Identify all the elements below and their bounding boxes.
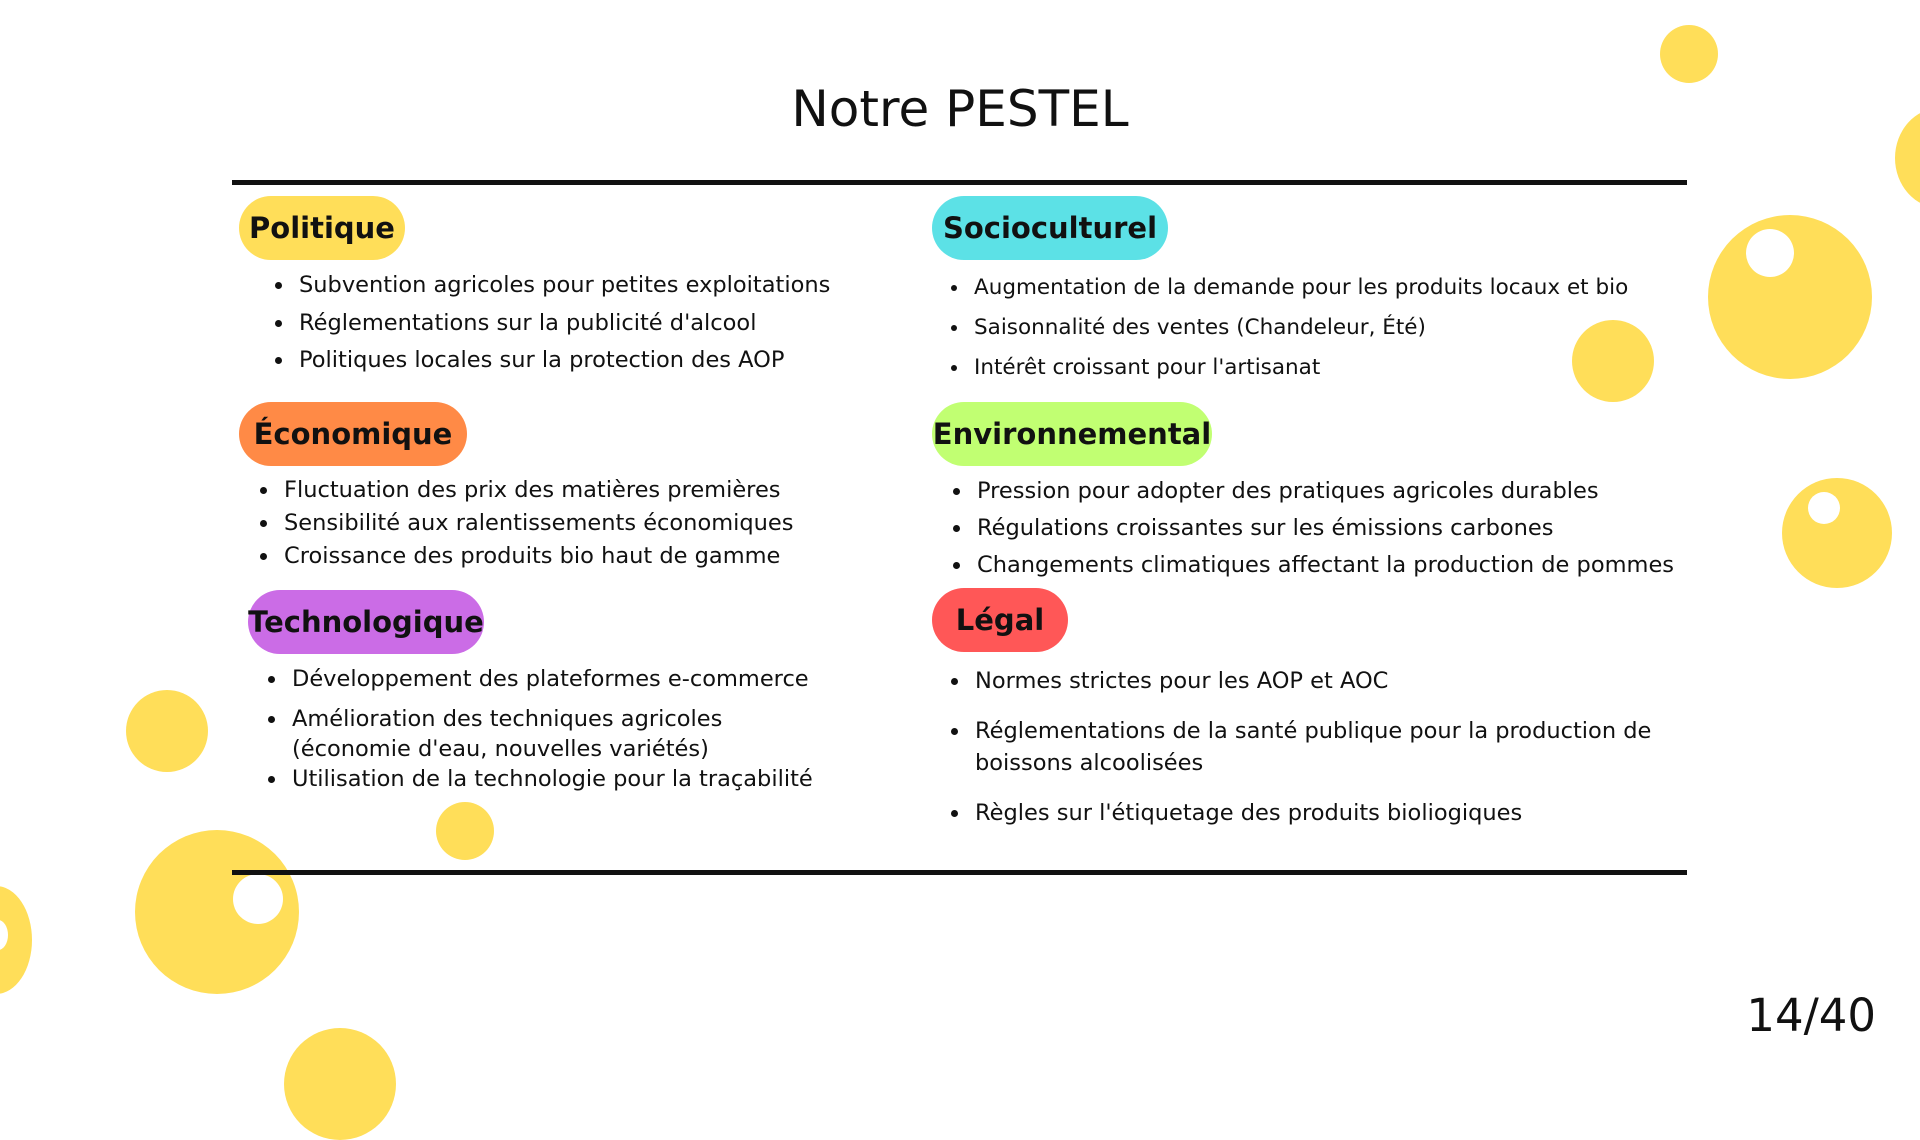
page-number: 14/40 — [1746, 989, 1876, 1042]
bubble-shine — [1808, 492, 1840, 524]
list-item: • Changements climatiques affectant la production de pommes — [973, 547, 1733, 584]
decorative-bubble — [284, 1028, 396, 1140]
list-item: • Utilisation de la technologie pour la traçabilité — [288, 764, 848, 794]
list-item: • Régulations croissantes sur les émissions carbones — [973, 510, 1733, 547]
list-item: • Amélioration des techniques agricoles (économie d'eau, nouvelles variétés) — [288, 704, 848, 764]
decorative-bubble — [0, 886, 32, 994]
list-item: • Augmentation de la demande pour les produits locaux et bio — [970, 268, 1730, 308]
category-pill-legal: Légal — [932, 588, 1068, 652]
bubble-shine — [233, 874, 283, 924]
list-item: • Fluctuation des prix des matières premières — [280, 474, 920, 507]
list-item: • Réglementations sur la publicité d'alcool — [295, 305, 915, 343]
list-item: • Sensibilité aux ralentissements économiques — [280, 507, 920, 540]
category-pill-politique: Politique — [239, 196, 405, 260]
list-item: • Normes strictes pour les AOP et AOC — [971, 665, 1751, 697]
decorative-bubble — [1782, 478, 1892, 588]
category-pill-technologique: Technologique — [248, 590, 484, 654]
bubble-shine — [0, 920, 8, 950]
list-item: • Intérêt croissant pour l'artisanat — [970, 348, 1730, 388]
legal-list — [941, 665, 1751, 829]
list-item: • Réglementations de la santé publique pour la production de boissons alcoolisées — [971, 715, 1751, 779]
technologique-list — [258, 664, 848, 794]
category-pill-socioculturel: Socioculturel — [932, 196, 1168, 260]
list-item: • Règles sur l'étiquetage des produits bioliogiques — [971, 797, 1751, 829]
decorative-bubble — [135, 830, 299, 994]
list-item: • Croissance des produits bio haut de gamme — [280, 540, 920, 573]
top-divider — [232, 180, 1687, 185]
category-pill-environnemental: Environnemental — [932, 402, 1212, 466]
environnemental-list — [943, 473, 1733, 584]
bottom-divider — [232, 870, 1687, 875]
decorative-bubble — [126, 690, 208, 772]
list-item: • Pression pour adopter des pratiques agricoles durables — [973, 473, 1733, 510]
decorative-bubble — [436, 802, 494, 860]
list-item: • Saisonnalité des ventes (Chandeleur, Été) — [970, 308, 1730, 348]
category-pill-economique: Économique — [239, 402, 467, 466]
slide-title: Notre PESTEL — [791, 80, 1129, 138]
list-item: • Politiques locales sur la protection des AOP — [295, 342, 915, 380]
bubble-shine — [1746, 229, 1794, 277]
list-item: • Subvention agricoles pour petites exploitations — [295, 267, 915, 305]
decorative-bubble — [1708, 215, 1872, 379]
list-item: • Développement des plateformes e-commerce — [288, 664, 848, 694]
politique-list — [265, 267, 915, 380]
economique-list — [250, 474, 920, 573]
socioculturel-list — [940, 268, 1730, 388]
